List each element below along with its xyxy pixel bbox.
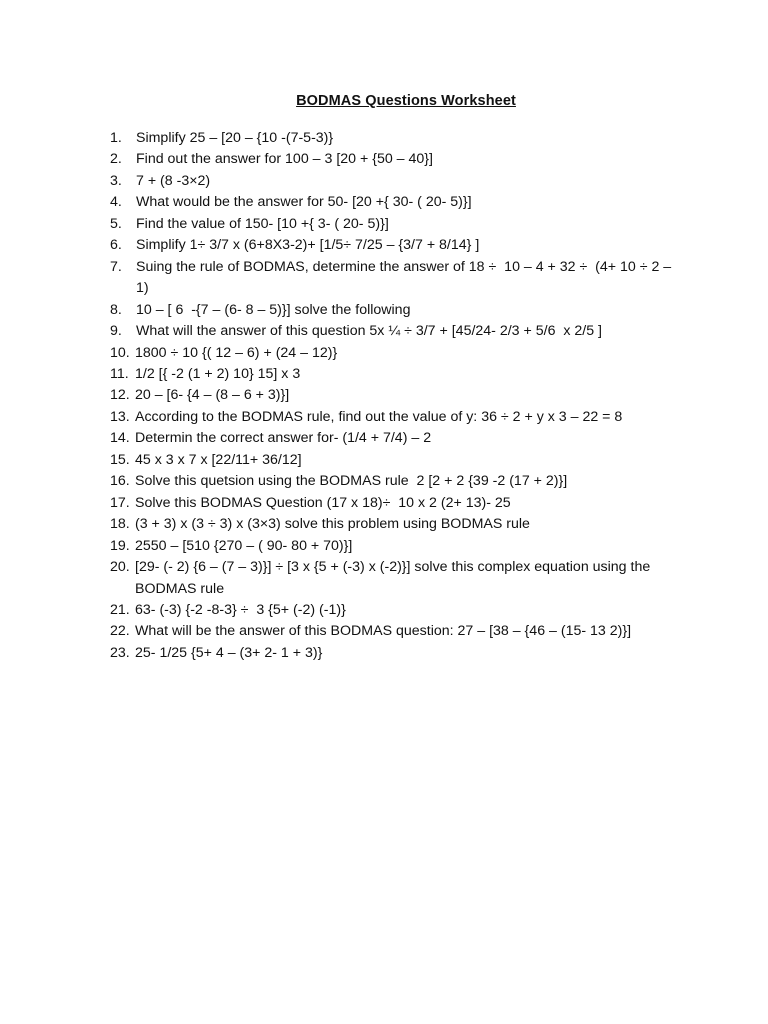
question-item (110, 257, 680, 300)
question-number: 10. (110, 344, 130, 361)
question-number: 12. (110, 387, 130, 404)
question-text: Find the value of 150- [10 +{ 3- ( 20- 5)}] (136, 215, 389, 232)
question-number: 11. (110, 365, 129, 382)
question-text: 45 x 3 x 7 x [22/11+ 36/12] (135, 451, 302, 468)
question-number: 5. (110, 215, 122, 232)
question-number: 16. (110, 473, 130, 490)
question-item (110, 192, 680, 213)
question-item (110, 600, 680, 621)
question-text: What would be the answer for 50- [20 +{ 30- ( 20- 5)}] (136, 194, 472, 211)
question-item (110, 407, 680, 428)
question-item (110, 364, 680, 385)
question-text: According to the BODMAS rule, find out the value of y: 36 ÷ 2 + y x 3 – 22 = 8 (135, 408, 623, 425)
question-number: 13. (110, 408, 130, 425)
question-text: Solve this BODMAS Question (17 x 18)÷ 10 x 2 (2+ 13)- 25 (135, 494, 511, 511)
question-number: 8. (110, 301, 122, 318)
question-item (110, 171, 680, 192)
question-number: 7. (110, 258, 122, 275)
question-number: 17. (110, 494, 130, 511)
question-text: Simplify 1÷ 3/7 x (6+8X3-2)+ [1/5÷ 7/25 – {3/7 + 8/14} ] (136, 237, 480, 254)
question-text: 10 – [ 6 -{7 – (6- 8 – 5)}] solve the following (136, 301, 411, 318)
question-item (110, 149, 680, 170)
question-number: 19. (110, 537, 130, 554)
question-number: 6. (110, 237, 122, 254)
question-item (110, 643, 680, 664)
question-number: 22. (110, 623, 130, 640)
question-item (110, 235, 680, 256)
question-text: (3 + 3) x (3 ÷ 3) x (3×3) solve this problem using BODMAS rule (135, 516, 530, 533)
question-number: 21. (110, 601, 130, 618)
question-number: 14. (110, 430, 130, 447)
question-item (110, 557, 680, 600)
question-text: 1/2 [{ -2 (1 + 2) 10} 15] x 3 (135, 365, 301, 382)
question-item (110, 343, 680, 364)
question-number: 23. (110, 644, 130, 661)
question-number: 9. (110, 323, 122, 340)
question-number: 4. (110, 194, 122, 211)
question-number: 2. (110, 151, 122, 168)
question-item (110, 514, 680, 535)
question-item (110, 450, 680, 471)
question-item (110, 300, 680, 321)
question-text: 1800 ÷ 10 {( 12 – 6) + (24 – 12)} (135, 344, 338, 361)
question-item (110, 471, 680, 492)
question-text: Simplify 25 – [20 – {10 -(7-5-3)} (136, 130, 334, 146)
question-text: 20 – [6- {4 – (8 – 6 + 3)}] (135, 387, 290, 404)
question-list (110, 128, 680, 664)
question-number: 15. (110, 451, 130, 468)
question-text: 7 + (8 -3×2) (136, 172, 211, 189)
question-text: Find out the answer for 100 – 3 [20 + {50 – 40}] (136, 151, 433, 168)
question-number: 20. (110, 559, 130, 576)
question-item (110, 214, 680, 235)
question-number: 3. (110, 172, 122, 189)
question-item (110, 621, 680, 642)
question-item (110, 428, 680, 449)
question-item (110, 493, 680, 514)
question-text: Solve this quetsion using the BODMAS rule 2 [2 + 2 {39 -2 (17 + 2)}] (135, 473, 568, 490)
question-number: 1. (110, 130, 122, 146)
question-text: What will be the answer of this BODMAS question: 27 – [38 – {46 – (15- 13 2)}] (135, 623, 632, 640)
question-item (110, 128, 680, 149)
worksheet-title: BODMAS Questions Worksheet (296, 93, 516, 109)
question-item (110, 385, 680, 406)
question-text: 25- 1/25 {5+ 4 – (3+ 2- 1 + 3)} (135, 644, 323, 661)
question-text: Determin the correct answer for- (1/4 + 7/4) – 2 (135, 430, 432, 447)
question-text: 2550 – [510 {270 – ( 90- 80 + 70)}] (135, 537, 353, 554)
question-text: 63- (-3) {-2 -8-3} ÷ 3 {5+ (-2) (-1)} (135, 601, 346, 618)
question-item (110, 536, 680, 557)
question-item (110, 321, 680, 342)
question-text: What will the answer of this question 5x ¼ ÷ 3/7 + [45/24- 2/3 + 5/6 x 2/5 ] (136, 323, 602, 340)
question-number: 18. (110, 516, 130, 533)
question-text: [29- (- 2) {6 – (7 – 3)}] ÷ [3 x {5 + (-3) x (-2)}] solve this complex equation using the BODMAS rule (135, 559, 655, 597)
question-text: Suing the rule of BODMAS, determine the answer of 18 ÷ 10 – 4 + 32 ÷ (4+ 10 ÷ 2 – 1) (136, 258, 676, 297)
